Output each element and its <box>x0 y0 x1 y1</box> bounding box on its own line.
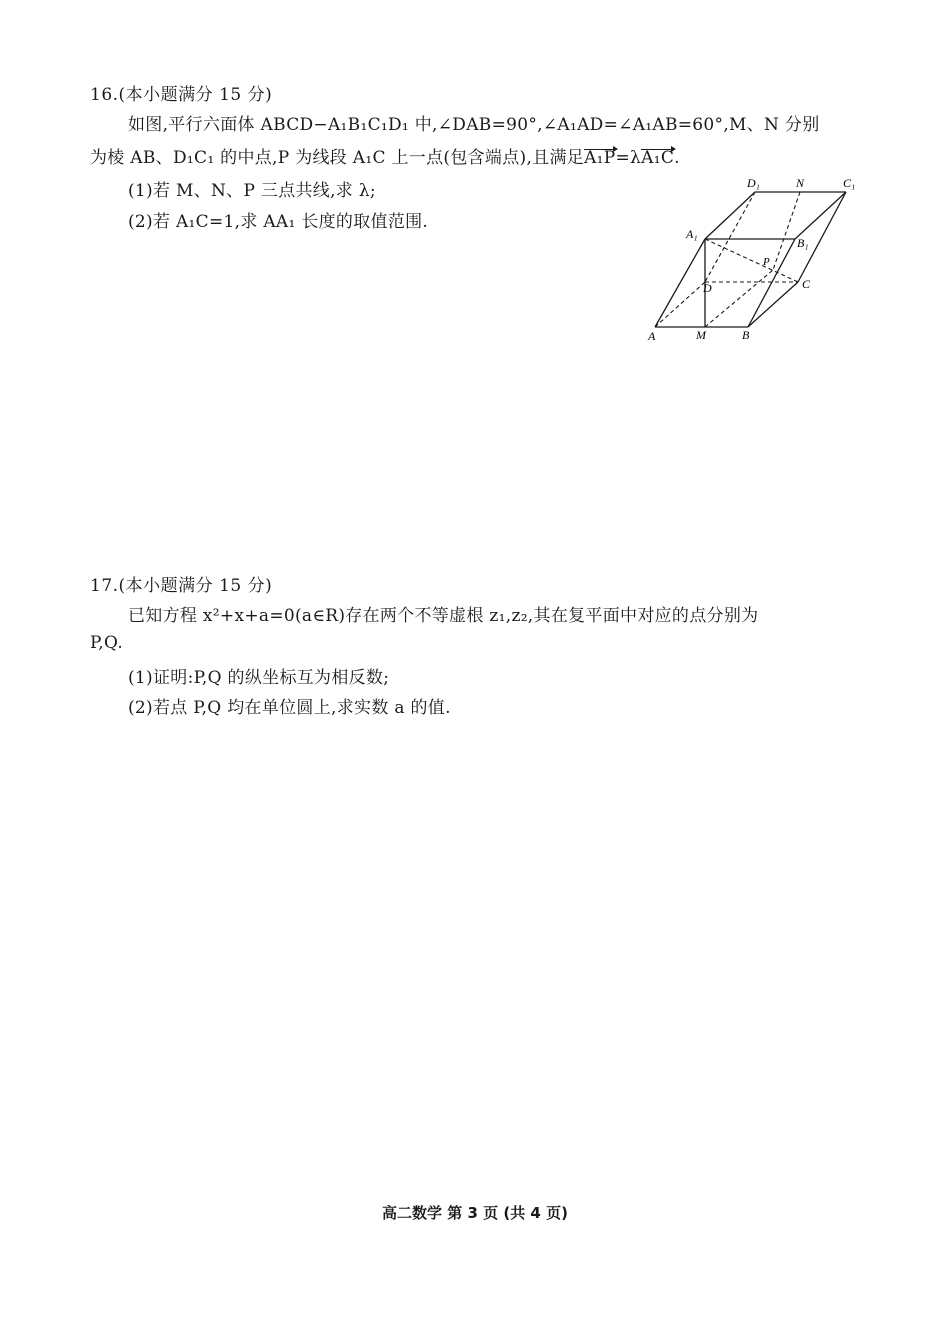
q16-part2: (2)若 A₁C=1,求 AA₁ 长度的取值范围. <box>128 212 429 232</box>
label-b: B <box>742 328 750 342</box>
q16-statement-line2 <box>90 143 680 168</box>
label-m: M <box>696 328 706 342</box>
q17-header: 17.(本小题满分 15 分) <box>90 576 273 596</box>
page-footer: 高二数学 第 3 页 (共 4 页) <box>382 1204 568 1222</box>
label-b1: B₁ <box>797 236 809 250</box>
label-a: A <box>648 329 656 343</box>
label-a1: A₁ <box>686 227 698 241</box>
q17-statement-line2: P,Q. <box>90 633 124 653</box>
q16-line2-end: . <box>674 148 680 168</box>
label-c1: C₁ <box>843 176 856 190</box>
label-d1: D₁ <box>747 176 760 190</box>
q16-line2-prefix: 为棱 AB、D₁C₁ 的中点,P 为线段 A₁C 上一点(包含端点),且满足 <box>90 148 585 168</box>
q16-header: 16.(本小题满分 15 分) <box>90 85 273 105</box>
q16-statement-line1: 如图,平行六面体 ABCD−A₁B₁C₁D₁ 中,∠DAB=90°,∠A₁AD=∠A₁AB=60°,M、N 分别 <box>128 115 820 135</box>
q16-part1: (1)若 M、N、P 三点共线,求 λ; <box>128 181 376 201</box>
parallelepiped-figure <box>640 172 870 347</box>
q16-eq-mid: =λ <box>615 148 642 168</box>
label-d: D <box>703 281 712 295</box>
q17-part2: (2)若点 P,Q 均在单位圆上,求实数 a 的值. <box>128 698 451 718</box>
q17-part1: (1)证明:P,Q 的纵坐标互为相反数; <box>128 668 390 688</box>
q17-statement-line1: 已知方程 x²+x+a=0(a∈R)存在两个不等虚根 z₁,z₂,其在复平面中对应的点分别为 <box>128 606 759 626</box>
label-p: P <box>763 256 770 268</box>
vector-a1p: A₁P <box>584 148 616 168</box>
label-n: N <box>796 176 805 190</box>
vector-a1c: A₁C <box>641 148 675 168</box>
label-c: C <box>802 277 811 291</box>
